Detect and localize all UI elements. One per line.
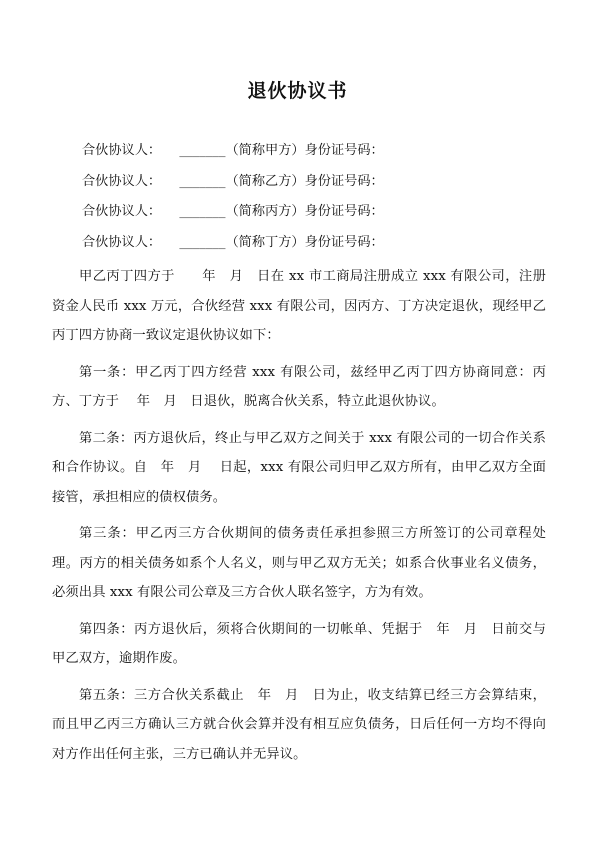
party-name-blank: _______ (179, 143, 226, 158)
article-4-paragraph: 第四条：丙方退伙后，须将合伙期间的一切帐单、凭据于 年 月 日前交与甲乙双方，逾期作废。 (52, 621, 546, 666)
party-name-blank: _______ (179, 204, 226, 219)
party-line-d (82, 233, 552, 264)
party-line-a (82, 141, 552, 172)
party-description: （简称乙方）身份证号码： (225, 173, 384, 189)
agreement-body (52, 262, 546, 776)
article-3-paragraph: 第三条：甲乙丙三方合伙期间的债务责任承担参照三方所签订的公司章程处理。丙方的相关债务如系个人名义，则与甲乙双方无关；如系合伙事业名义债务，必须出具 xxx 有限公司公章及三方合伙人联名签字，方为有效。 (52, 526, 546, 600)
document-title: 退伙协议书 (247, 80, 348, 102)
party-label: 合伙协议人： (82, 143, 162, 158)
party-label: 合伙协议人： (82, 173, 162, 189)
article-1-paragraph: 第一条：甲乙丙丁四方经营 xxx 有限公司，兹经甲乙丙丁四方协商同意：丙方、丁方于 年 月 日退伙，脱离合伙关系，特立此退伙协议。 (52, 364, 546, 409)
party-description: （简称丙方）身份证号码： (225, 204, 384, 219)
article-2-paragraph: 第二条：丙方退伙后，终止与甲乙双方之间关于 xxx 有限公司的一切合作关系和合作协议。自 年 月 日起，xxx 有限公司归甲乙双方所有，由甲乙双方全面接管，承担相应的债权债务。 (52, 430, 546, 505)
party-description: （简称甲方）身份证号码： (225, 143, 384, 158)
article-5-paragraph: 第五条：三方合伙关系截止 年 月 日为止，收支结算已经三方会算结束，而且甲乙丙三方确认三方就合伙会算并没有相互应负债务，日后任何一方均不得向对方作出任何主张，三方已确认并无异议。 (52, 687, 546, 762)
party-line-c (82, 202, 552, 233)
party-name-blank: _______ (179, 173, 226, 189)
party-name-blank: _______ (179, 234, 226, 250)
intro-paragraph: 甲乙丙丁四方于 年 月 日在 xx 市工商局注册成立 xxx 有限公司，注册资金人民币 xxx 万元，合伙经营 xxx 有限公司，因丙方、丁方决定退伙，现经甲乙丙丁四方协商一致议定退伙协议如下： (52, 269, 546, 343)
party-label: 合伙协议人： (82, 204, 162, 219)
party-line-b (82, 172, 552, 203)
party-label: 合伙协议人： (82, 234, 162, 250)
party-list (82, 141, 552, 263)
party-description: （简称丁方）身份证号码： (225, 234, 384, 250)
